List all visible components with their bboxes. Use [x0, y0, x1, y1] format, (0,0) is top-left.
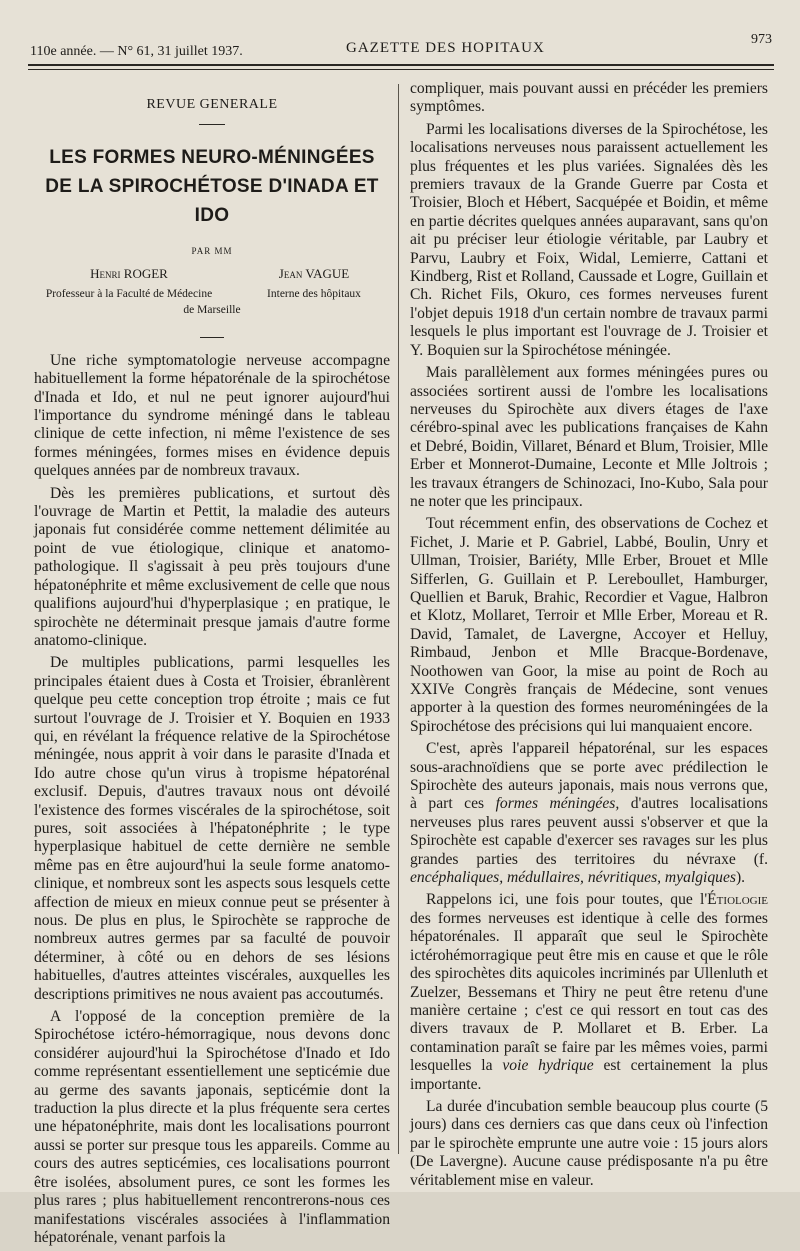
- text-run: C'est, après l'appareil hépatorénal, sur les espaces sous-arachnoïdiens que se porte avec prédilection le Spirochète des auteurs japonais, mais nous verrons que, à part ces: [410, 740, 768, 813]
- column-divider: [398, 84, 399, 1154]
- header-rule: [28, 64, 774, 66]
- page-number: 973: [751, 32, 772, 47]
- text-run: des formes nerveuses est identique à celle des formes hépatorénales. Il apparaît que seul le Spirochète ictérohémorragique peut être mis en cause et que le rôle des spirochètes dits aquicoles incriminés par Ullenluth et Zuelzer, Bessemans et Thiry ne peut être retenu d'une manière certaine ; c'est ce qui ressort en tout cas des divers travaux de P. Mollaret et B. Erber. La contamination paraît se faire par les mêmes voies, parmi lesquelles la: [410, 909, 768, 1075]
- paragraph: La durée d'incubation semble beaucoup plus courte (5 jours) dans ces derniers cas que dans ceux où l'infection par le spirochète emprunte une autre voie : 15 jours alors (De Lavergne). Aucune cause prédisposante n'a pu être véritablement mise en valeur.: [410, 1097, 768, 1189]
- header-rule-thin: [28, 69, 774, 70]
- issue-info: 110e année. — N° 61, 31 juillet 1937.: [30, 44, 243, 59]
- paragraph: Tout récemment enfin, des observations de Cochez et Fichet, J. Marie et P. Gabriel, Labbé, Boulin, Unry et Ullman, Troisier, Bariéty, Mlle Erber, Brouet et Mlle Sifferlen, G. Guillain et P. Lereboullet, Hamburger, Quellien et Baruk, Brahic, Recordier et Vague, Halbron et Klotz, Mollaret, Terroir et Mlle Erber, Moreau et R. David, Tamalet, de Lavergne, Accoyer et Helluy, Rimbaud, Jenbon et Mlle Bracque-Bordenave, Noothowen van Goor, la mise au point de Roch au XXIVe Congrès français de Médecine, sont venues apporter à la question des formes neuroméningées de la Spirochétose des précisions qui lui manquaient encore.: [410, 515, 768, 735]
- author-2-affiliation: Interne des hôpitaux: [267, 288, 361, 301]
- paragraph: [410, 891, 768, 1093]
- author-1-affiliation: Professeur à la Faculté de Médecine: [45, 288, 213, 301]
- left-column: [34, 80, 390, 1251]
- byline-par: PAR MM: [191, 246, 233, 257]
- running-header: [30, 26, 772, 66]
- text-run: est certainement la plus importante.: [410, 1057, 768, 1093]
- paragraph: De multiples publications, parmi lesquelles les principales étaient dues à Costa et Troisier, ébranlèrent quelque peu cette conception trop étroite ; mais ce fut surtout l'ouvrage de J. Troisier et Y. Boquien en 1933 qui, en révélant la fréquence relative de la Spirochétose méningée, nous apprit à voir dans le parasite d'Inada et Ido autre chose qu'un virus à tropisme hépatorénal exclusif. Depuis, d'autres travaux nous ont dévoilé l'existence des formes viscérales de la spirochétose, soit pures, soit associées à l'hépatonéphrite ; le type hyperplasique habituel de cette dernière ne semble même pas en être aujourd'hui la seule forme anatomo-clinique, et nombreux sont les aspects sous lesquels cette affection de mieux en mieux connue peut se présenter à nous. De plus en plus, le Spirochète se rapproche de nombreux autres germes par sa faculté de pouvoir déterminer, à côté ou en dehors de ses lésions habituelles, d'autres atteintes viscérales, auxquelles les descriptions primitives ne nous avaient pas accoutumés.: [34, 654, 390, 1003]
- italic-term: encéphaliques, médullaires, névritiques, myalgiques: [410, 869, 736, 887]
- author-1: [34, 265, 224, 304]
- text-run: d'autres localisations nerveuses plus rares peuvent aussi s'observer et que la Spirochète est capable d'exercer ses ravages sur les plus grandes parties des territoires du névraxe (f.: [410, 795, 768, 868]
- author-1-name: Henri ROGER: [90, 265, 168, 281]
- section-rubric: REVUE GENERALE: [146, 97, 278, 112]
- article-title-line-2: DE LA SPIROCHÉTOSE D'INADA ET IDO: [45, 176, 379, 227]
- text-run: Rappelons ici, une fois pour toutes, que l': [426, 891, 708, 909]
- paragraph: Mais parallèlement aux formes méningées pures ou associées sortirent aussi de l'ombre les localisations nerveuses du Spirochète aux divers étages de l'axe cérébro-spinal avec les publications françaises de Kahn et Debré, Boidin, Villaret, Bénard et Blum, Troisier, Mlle Erber et Monnerot-Dumaine, Leconte et Mlle Joltrois ; les travaux étrangers de Schinozaci, Ino-Kubo, Sala pour ne noter que les principaux.: [410, 364, 768, 510]
- paragraph-continued: compliquer, mais pouvant aussi en précéder les premiers symptômes.: [410, 80, 768, 116]
- italic-term: formes méningées,: [495, 795, 620, 813]
- author-2: [244, 265, 384, 304]
- heading-end-rule: [200, 337, 224, 338]
- rubric-rule: [199, 124, 225, 125]
- paragraph: Une riche symptomatologie nerveuse accompagne habituellement la forme hépatorénale de la spirochétose d'Inada et Ido, et nul ne peut ignorer aujourd'hui l'importance du syndrome méningé dans le tableau clinique de cette infection, ni même l'existence de ses formes méningées, formes mises en évidence depuis quelques années par de nombreux travaux.: [34, 351, 390, 480]
- article-title-line-1: LES FORMES NEURO-MÉNINGÉES: [49, 147, 375, 169]
- section-keyword: Étiologie: [707, 891, 768, 909]
- text-run: ).: [735, 869, 746, 887]
- italic-term: voie hydrique: [502, 1057, 594, 1075]
- author-location: de Marseille: [183, 303, 241, 316]
- journal-title: GAZETTE DES HOPITAUX: [346, 40, 545, 56]
- author-2-name: Jean VAGUE: [278, 265, 350, 281]
- paragraph: A l'opposé de la conception première de la Spirochétose ictéro-hémorragique, nous devons donc considérer aujourd'hui la Spirochétose d'Inado et Ido comme représentant essentiellement une septicémie due au germe des savants japonais, septicémie dont la traduction la plus directe et la plus fréquente sera certes une hépatonéphrite, mais dont les localisations pourront aussi se porter sur presque tous les appareils. Comme au cours des autres septicémies, ces localisations pourront être isolées, absolument pures, ce sont les formes les plus rares ; plus habituellement rencontrerons-nous ces manifestations viscérales associées à l'inflammation hépatorénale, venant parfois la: [34, 1008, 390, 1246]
- paragraph: Parmi les localisations diverses de la Spirochétose, les localisations nerveuses nous paraissent actuellement les plus fréquentes et les plus variées. Signalées dès les premiers travaux de la Grande Guerre par Costa et Troisier, Bloch et Hébert, Sacquépée et Boidin, et même en partie décrites quelques années auparavant, sans qu'on ait pu préciser leur étiologie véritable, par Laubry et Parvu, Laubry et Foix, Widal, Lemierre, Cattani et Kindberg, Rist et Rolland, Caussade et Logre, Guillain et Ch. Richet Fils, Okuro, ces formes nerveuses furent l'objet depuis 1918 d'un certain nombre de travaux parmi lesquels le plus important est l'ouvrage de J. Troisier et Y. Boquien sur la Spirochétose méningée.: [410, 120, 768, 359]
- article-title: [34, 143, 390, 230]
- paragraph: [410, 740, 768, 887]
- right-column: [410, 80, 768, 1194]
- paragraph: Dès les premières publications, et surtout dès l'ouvrage de Martin et Pettit, la maladie des auteurs japonais fut considérée comme nettement délimitée au point de vue étiologique, clinique et anatomo-pathologique. Il s'agissait à peu près toujours d'une hépatonéphrite et même exclusivement de celle que nous qualifions aujourd'hui d'hyperplasique ; en pratique, le spirochète ne déterminait presque jamais d'autre forme anatomo-clinique.: [34, 484, 390, 649]
- authors-block: [34, 265, 390, 325]
